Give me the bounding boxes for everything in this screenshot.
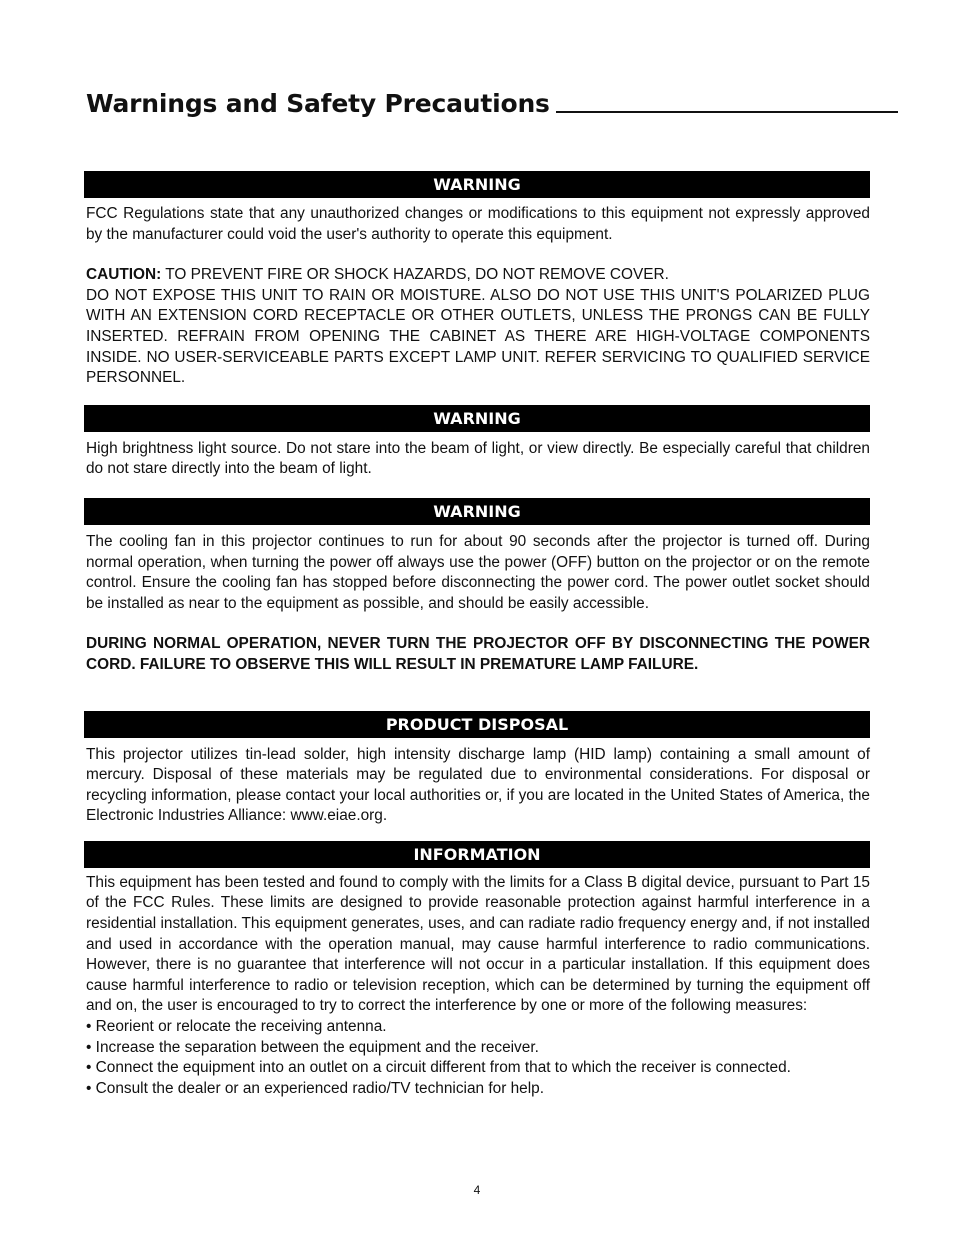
- caution-text: TO PREVENT FIRE OR SHOCK HAZARDS, DO NOT REMOVE COVER.: [161, 266, 669, 284]
- disposal-text: This projector utilizes tin-lead solder, high intensity discharge lamp (HID lamp) containing a small amount of mercury. Disposal of these materials may be regulated due to environmental considerations. For disposal or recycling information, please contact your local authorities or, if you are located in the United States of America, the Electronic Industries Alliance: www.eiae.org.: [86, 745, 870, 825]
- product-disposal-heading: PRODUCT DISPOSAL: [84, 711, 870, 738]
- list-item: • Connect the equipment into an outlet on a circuit different from that to which the receiver is connected.: [86, 1059, 791, 1077]
- warning-heading-2: WARNING: [84, 405, 870, 432]
- fcc-compliance-text: This equipment has been tested and found to comply with the limits for a Class B digital device, pursuant to Part 15 of the FCC Rules. These limits are designed to provide reasonable protection against harmful interference in a residential installation. This equipment generates, uses, and can radiate radio frequency energy and, if not installed and used in accordance with the operation manual, may cause harmful interference to radio communications. However, there is no guarantee that interference will not occur in a particular installation. If this equipment does cause harmful interference to radio or television reception, which can be determined by turning the equipment off and on, the user is encouraged to try to correct the interference by one or more of the following measures:: [86, 873, 870, 1015]
- title-rule: [556, 111, 898, 113]
- page-number: 4: [473, 1183, 481, 1197]
- light-source-text: High brightness light source. Do not stare into the beam of light, or view directly. Be especially careful that children do not stare directly into the beam of light.: [86, 439, 870, 478]
- caution-line: [86, 265, 870, 286]
- title-row: [86, 86, 870, 116]
- fcc-regulations-text: FCC Regulations state that any unauthorized changes or modifications to this equipment not expressly approved by the manufacturer could void the user's authority to operate this equipment.: [86, 205, 870, 243]
- power-cord-warning-text: DURING NORMAL OPERATION, NEVER TURN THE PROJECTOR OFF BY DISCONNECTING THE POWER CORD. FAILURE TO OBSERVE THIS WILL RESULT IN PREMATURE LAMP FAILURE.: [86, 635, 870, 673]
- caution-label: CAUTION:: [86, 266, 162, 284]
- cooling-fan-text: The cooling fan in this projector continues to run for about 90 seconds after the projector is turned off. During normal operation, when turning the power off always use the power (OFF) button on the projector or on the remote control. Ensure the cooling fan has stopped before disconnecting the power cord. The power outlet socket should be installed as near to the equipment as possible, and should be easily accessible.: [86, 532, 870, 612]
- warning-heading-3: WARNING: [84, 498, 870, 525]
- warning-heading-1: WARNING: [84, 171, 870, 198]
- list-item: • Reorient or relocate the receiving antenna.: [86, 1018, 387, 1036]
- measures-list: [86, 1017, 870, 1099]
- list-item: • Consult the dealer or an experienced radio/TV technician for help.: [86, 1079, 544, 1097]
- page-title: Warnings and Safety Precautions: [86, 89, 550, 118]
- moisture-warning-text: DO NOT EXPOSE THIS UNIT TO RAIN OR MOISTURE. ALSO DO NOT USE THIS UNIT'S POLARIZED PLUG WITH AN EXTENSION CORD RECEPTACLE OR OTHER OUTLETS, UNLESS THE PRONGS CAN BE FULLY INSERTED. REFRAIN FROM OPENING THE CABINET AS THERE ARE HIGH-VOLTAGE COMPONENTS INSIDE. NO USER-SERVICEABLE PARTS EXCEPT LAMP UNIT. REFER SERVICING TO QUALIFIED SERVICE PERSONNEL.: [86, 286, 870, 387]
- information-heading: INFORMATION: [84, 841, 870, 868]
- list-item: • Increase the separation between the equipment and the receiver.: [86, 1038, 539, 1056]
- page-content: [86, 86, 870, 1099]
